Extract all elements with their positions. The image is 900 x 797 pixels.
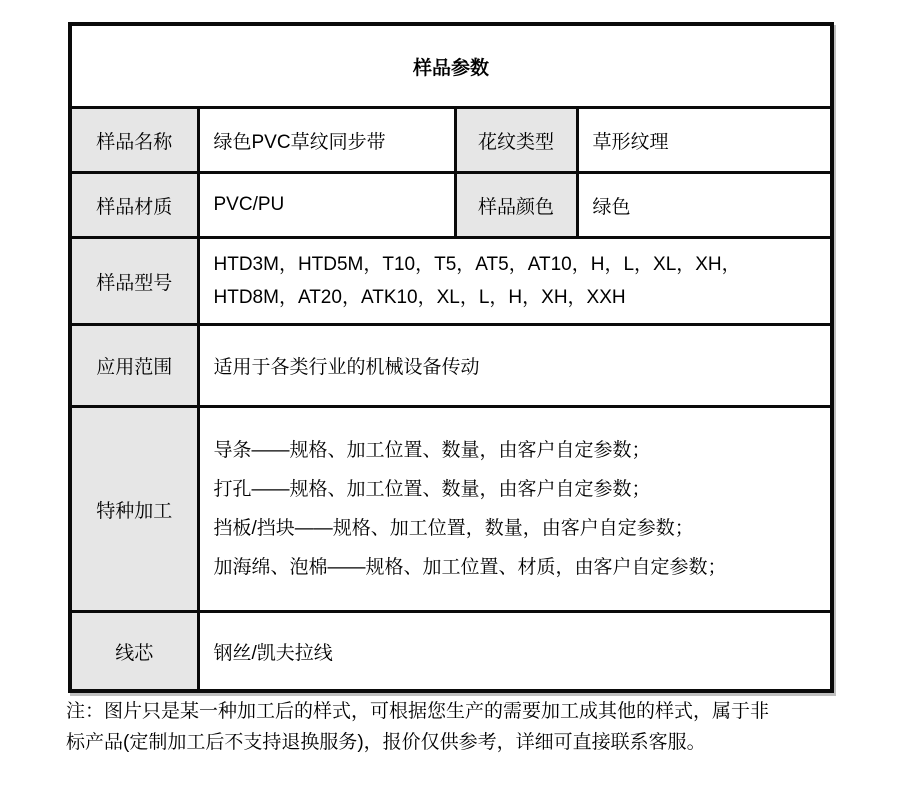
- table-row: [70, 238, 832, 325]
- row-label-cord-core: 线芯: [70, 612, 198, 692]
- row-value-special-processing: [198, 407, 832, 612]
- special-processing-line: 打孔——规格、加工位置、数量，由客户自定参数；: [213, 479, 651, 500]
- sample-parameters-table: [68, 22, 834, 693]
- special-processing-line: 挡板/挡块——规格、加工位置，数量，由客户自定参数；: [213, 518, 694, 539]
- model-list-line: HTD8M，AT20，ATK10，XL，L，H，XH，XXH: [213, 287, 626, 308]
- table-row: [70, 325, 832, 407]
- table-title: 样品参数: [70, 24, 832, 108]
- table-row: [70, 108, 832, 173]
- table-title-row: [70, 24, 832, 108]
- special-processing-line: 导条——规格、加工位置、数量，由客户自定参数；: [213, 440, 651, 461]
- special-processing-line: 加海绵、泡棉——规格、加工位置、材质，由客户自定参数；: [213, 557, 727, 578]
- table-row: [70, 612, 832, 692]
- row-label-sample-color: 样品颜色: [455, 173, 577, 238]
- footer-note-line: 注：图片只是某一种加工后的样式，可根据您生产的需要加工成其他的样式，属于非: [66, 701, 770, 722]
- table-row: [70, 407, 832, 612]
- row-label-pattern-type: 花纹类型: [455, 108, 577, 173]
- table-row: [70, 173, 832, 238]
- row-value-pattern-type: 草形纹理: [577, 108, 832, 173]
- model-list-line: HTD3M，HTD5M，T10，T5，AT5，AT10，H，L，XL，XH，: [213, 254, 741, 275]
- row-value-sample-color: 绿色: [577, 173, 832, 238]
- row-label-sample-material: 样品材质: [70, 173, 198, 238]
- row-value-application-range: 适用于各类行业的机械设备传动: [198, 325, 832, 407]
- row-label-application-range: 应用范围: [70, 325, 198, 407]
- row-value-cord-core: 钢丝/凯夫拉线: [198, 612, 832, 692]
- row-value-sample-material: PVC/PU: [198, 173, 455, 238]
- row-label-sample-model: 样品型号: [70, 238, 198, 325]
- row-label-special-processing: 特种加工: [70, 407, 198, 612]
- footer-note: [66, 696, 848, 758]
- footer-note-line: 标产品(定制加工后不支持退换服务)，报价仅供参考，详细可直接联系客服。: [66, 732, 706, 753]
- row-label-sample-name: 样品名称: [70, 108, 198, 173]
- row-value-sample-name: 绿色PVC草纹同步带: [198, 108, 455, 173]
- row-value-sample-model: [198, 238, 832, 325]
